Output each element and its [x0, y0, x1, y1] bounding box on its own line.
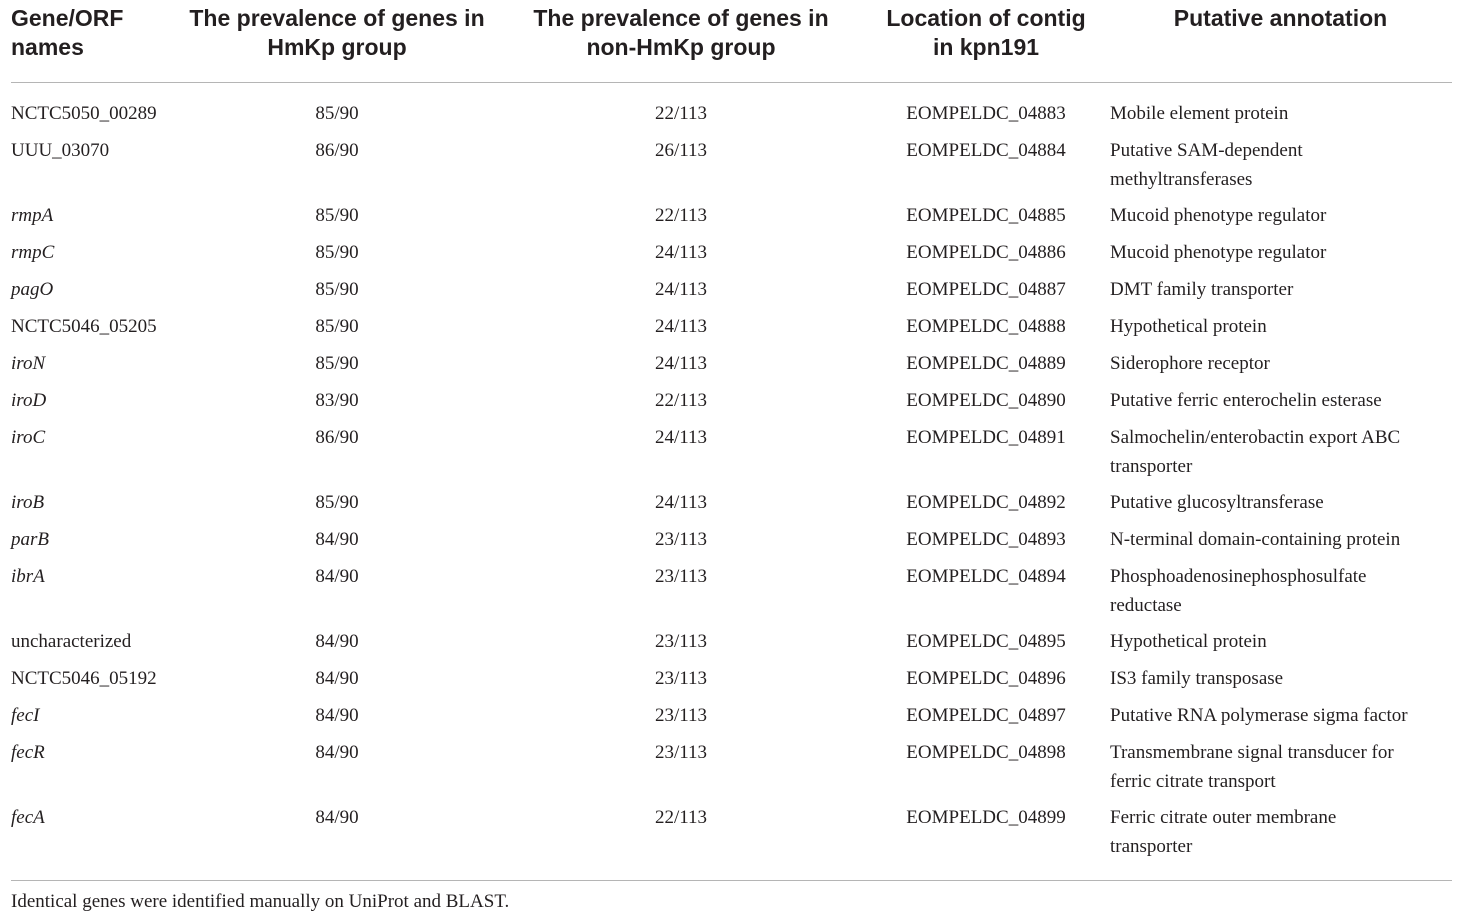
- cell-contig-location: EOMPELDC_04895: [906, 631, 1066, 652]
- cell-annotation: [1109, 239, 1452, 276]
- cell-non-hmkp-prevalence: 24/113: [654, 427, 708, 448]
- header-row: [11, 0, 1452, 83]
- annotation-line: Ferric citrate outer membrane: [1110, 807, 1337, 828]
- gene-prevalence-table: [11, 0, 1452, 881]
- annotation-line: Phosphoadenosinephosphosulfate: [1110, 566, 1367, 587]
- cell-gene-name: NCTC5046_05205: [11, 316, 157, 337]
- cell-non-hmkp-prevalence: 24/113: [654, 242, 708, 263]
- cell-hmkp-prevalence: 85/90: [315, 242, 359, 263]
- cell-hmkp-prevalence: 84/90: [315, 529, 359, 550]
- cell-hmkp-prevalence: 84/90: [315, 705, 359, 726]
- table-row: [11, 563, 1452, 628]
- annotation-line: Transmembrane signal transducer for: [1110, 742, 1394, 763]
- annotation-line: Putative glucosyltransferase: [1110, 492, 1324, 513]
- cell-hmkp-prevalence: 85/90: [315, 279, 359, 300]
- cell-non-hmkp-prevalence: 24/113: [654, 492, 708, 513]
- cell-gene-name: ibrA: [11, 566, 45, 587]
- cell-annotation: [1109, 702, 1452, 739]
- header-gene-orf-names: Gene/ORF names: [11, 0, 175, 83]
- cell-non-hmkp-prevalence: 23/113: [654, 705, 708, 726]
- cell-hmkp-prevalence: 85/90: [315, 103, 359, 124]
- header-contig-location: Location of contig in kpn191: [863, 0, 1109, 83]
- cell-non-hmkp-prevalence: 22/113: [654, 103, 708, 124]
- table-row: [11, 276, 1452, 313]
- cell-annotation: [1109, 350, 1452, 387]
- cell-gene-name: parB: [11, 529, 49, 550]
- cell-annotation: [1109, 83, 1452, 138]
- annotation-line: N-terminal domain-containing protein: [1110, 529, 1401, 550]
- cell-non-hmkp-prevalence: 24/113: [654, 353, 708, 374]
- cell-hmkp-prevalence: 84/90: [315, 807, 359, 828]
- cell-hmkp-prevalence: 85/90: [315, 353, 359, 374]
- table-row: [11, 137, 1452, 202]
- cell-hmkp-prevalence: 84/90: [315, 631, 359, 652]
- table-row: [11, 739, 1452, 804]
- table-row: [11, 387, 1452, 424]
- cell-annotation: [1109, 424, 1452, 489]
- cell-hmkp-prevalence: 85/90: [315, 316, 359, 337]
- table-row: [11, 804, 1452, 881]
- cell-annotation: [1109, 137, 1452, 202]
- cell-non-hmkp-prevalence: 22/113: [654, 390, 708, 411]
- cell-annotation: [1109, 563, 1452, 628]
- table-header: [11, 0, 1452, 83]
- cell-gene-name: fecR: [11, 742, 45, 763]
- cell-contig-location: EOMPELDC_04888: [906, 316, 1066, 337]
- cell-non-hmkp-prevalence: 26/113: [654, 140, 708, 161]
- cell-gene-name: rmpA: [11, 205, 54, 226]
- table-row: [11, 665, 1452, 702]
- annotation-line: Mucoid phenotype regulator: [1110, 242, 1327, 263]
- cell-gene-name: fecI: [11, 705, 40, 726]
- cell-hmkp-prevalence: 85/90: [315, 492, 359, 513]
- cell-gene-name: iroC: [11, 427, 46, 448]
- cell-hmkp-prevalence: 84/90: [315, 566, 359, 587]
- cell-gene-name: fecA: [11, 807, 45, 828]
- cell-contig-location: EOMPELDC_04898: [906, 742, 1066, 763]
- table-row: [11, 489, 1452, 526]
- header-prevalence-non-hmkp: The prevalence of genes in non-HmKp group: [499, 0, 863, 83]
- table-body: [11, 83, 1452, 882]
- annotation-line: Putative SAM-dependent: [1110, 140, 1303, 161]
- footer-divider: [11, 880, 1452, 881]
- annotation-line: transporter: [1110, 835, 1193, 857]
- table-row: [11, 424, 1452, 489]
- cell-contig-location: EOMPELDC_04896: [906, 668, 1066, 689]
- cell-gene-name: iroD: [11, 390, 47, 411]
- cell-annotation: [1109, 665, 1452, 702]
- annotation-line: reductase: [1110, 594, 1182, 616]
- table-row: [11, 313, 1452, 350]
- table-row: [11, 239, 1452, 276]
- cell-contig-location: EOMPELDC_04893: [906, 529, 1066, 550]
- annotation-line: Mobile element protein: [1110, 103, 1289, 124]
- annotation-line: methyltransferases: [1110, 168, 1253, 190]
- cell-hmkp-prevalence: 84/90: [315, 668, 359, 689]
- cell-annotation: [1109, 313, 1452, 350]
- table-footnote: Identical genes were identified manually on UniProt and BLAST.: [11, 891, 510, 912]
- cell-annotation: [1109, 526, 1452, 563]
- cell-contig-location: EOMPELDC_04885: [906, 205, 1066, 226]
- cell-non-hmkp-prevalence: 23/113: [654, 668, 708, 689]
- cell-hmkp-prevalence: 85/90: [315, 205, 359, 226]
- cell-contig-location: EOMPELDC_04899: [906, 807, 1066, 828]
- cell-contig-location: EOMPELDC_04894: [906, 566, 1066, 587]
- table-row: [11, 526, 1452, 563]
- cell-gene-name: NCTC5046_05192: [11, 668, 157, 689]
- cell-non-hmkp-prevalence: 23/113: [654, 742, 708, 763]
- cell-hmkp-prevalence: 84/90: [315, 742, 359, 763]
- annotation-line: IS3 family transposase: [1110, 668, 1284, 689]
- cell-contig-location: EOMPELDC_04897: [906, 705, 1066, 726]
- cell-gene-name: rmpC: [11, 242, 55, 263]
- header-prevalence-hmkp: The prevalence of genes in HmKp group: [175, 0, 499, 83]
- cell-annotation: [1109, 387, 1452, 424]
- cell-hmkp-prevalence: 86/90: [315, 140, 359, 161]
- cell-non-hmkp-prevalence: 22/113: [654, 807, 708, 828]
- table-row: [11, 628, 1452, 665]
- annotation-line: Hypothetical protein: [1110, 631, 1267, 652]
- cell-contig-location: EOMPELDC_04890: [906, 390, 1066, 411]
- cell-non-hmkp-prevalence: 23/113: [654, 631, 708, 652]
- cell-contig-location: EOMPELDC_04891: [906, 427, 1066, 448]
- annotation-line: Putative ferric enterochelin esterase: [1110, 390, 1382, 411]
- annotation-line: Salmochelin/enterobactin export ABC: [1110, 427, 1401, 448]
- cell-contig-location: EOMPELDC_04884: [906, 140, 1066, 161]
- cell-contig-location: EOMPELDC_04892: [906, 492, 1066, 513]
- annotation-line: transporter: [1110, 455, 1193, 477]
- cell-annotation: [1109, 628, 1452, 665]
- cell-non-hmkp-prevalence: 24/113: [654, 279, 708, 300]
- cell-gene-name: iroN: [11, 353, 46, 374]
- cell-gene-name: pagO: [11, 279, 54, 300]
- table-row: [11, 350, 1452, 387]
- cell-contig-location: EOMPELDC_04886: [906, 242, 1066, 263]
- cell-contig-location: EOMPELDC_04889: [906, 353, 1066, 374]
- cell-gene-name: iroB: [11, 492, 45, 513]
- cell-annotation: [1109, 804, 1452, 881]
- cell-non-hmkp-prevalence: 22/113: [654, 205, 708, 226]
- cell-annotation: [1109, 489, 1452, 526]
- cell-annotation: [1109, 276, 1452, 313]
- cell-hmkp-prevalence: 83/90: [315, 390, 359, 411]
- cell-gene-name: NCTC5050_00289: [11, 103, 157, 124]
- table-row: [11, 83, 1452, 138]
- cell-annotation: [1109, 739, 1452, 804]
- gene-table-container: [11, 0, 1452, 881]
- header-putative-annotation: Putative annotation: [1109, 0, 1452, 83]
- annotation-line: Siderophore receptor: [1110, 353, 1270, 374]
- cell-annotation: [1109, 202, 1452, 239]
- cell-contig-location: EOMPELDC_04883: [906, 103, 1066, 124]
- cell-contig-location: EOMPELDC_04887: [906, 279, 1066, 300]
- cell-non-hmkp-prevalence: 24/113: [654, 316, 708, 337]
- cell-non-hmkp-prevalence: 23/113: [654, 566, 708, 587]
- cell-non-hmkp-prevalence: 23/113: [654, 529, 708, 550]
- cell-hmkp-prevalence: 86/90: [315, 427, 359, 448]
- cell-gene-name: uncharacterized: [11, 631, 132, 652]
- annotation-line: Mucoid phenotype regulator: [1110, 205, 1327, 226]
- table-row: [11, 202, 1452, 239]
- annotation-line: Putative RNA polymerase sigma factor: [1110, 705, 1408, 726]
- cell-gene-name: UUU_03070: [11, 140, 110, 161]
- annotation-line: DMT family transporter: [1110, 279, 1294, 300]
- annotation-line: ferric citrate transport: [1110, 770, 1276, 792]
- annotation-line: Hypothetical protein: [1110, 316, 1267, 337]
- table-row: [11, 702, 1452, 739]
